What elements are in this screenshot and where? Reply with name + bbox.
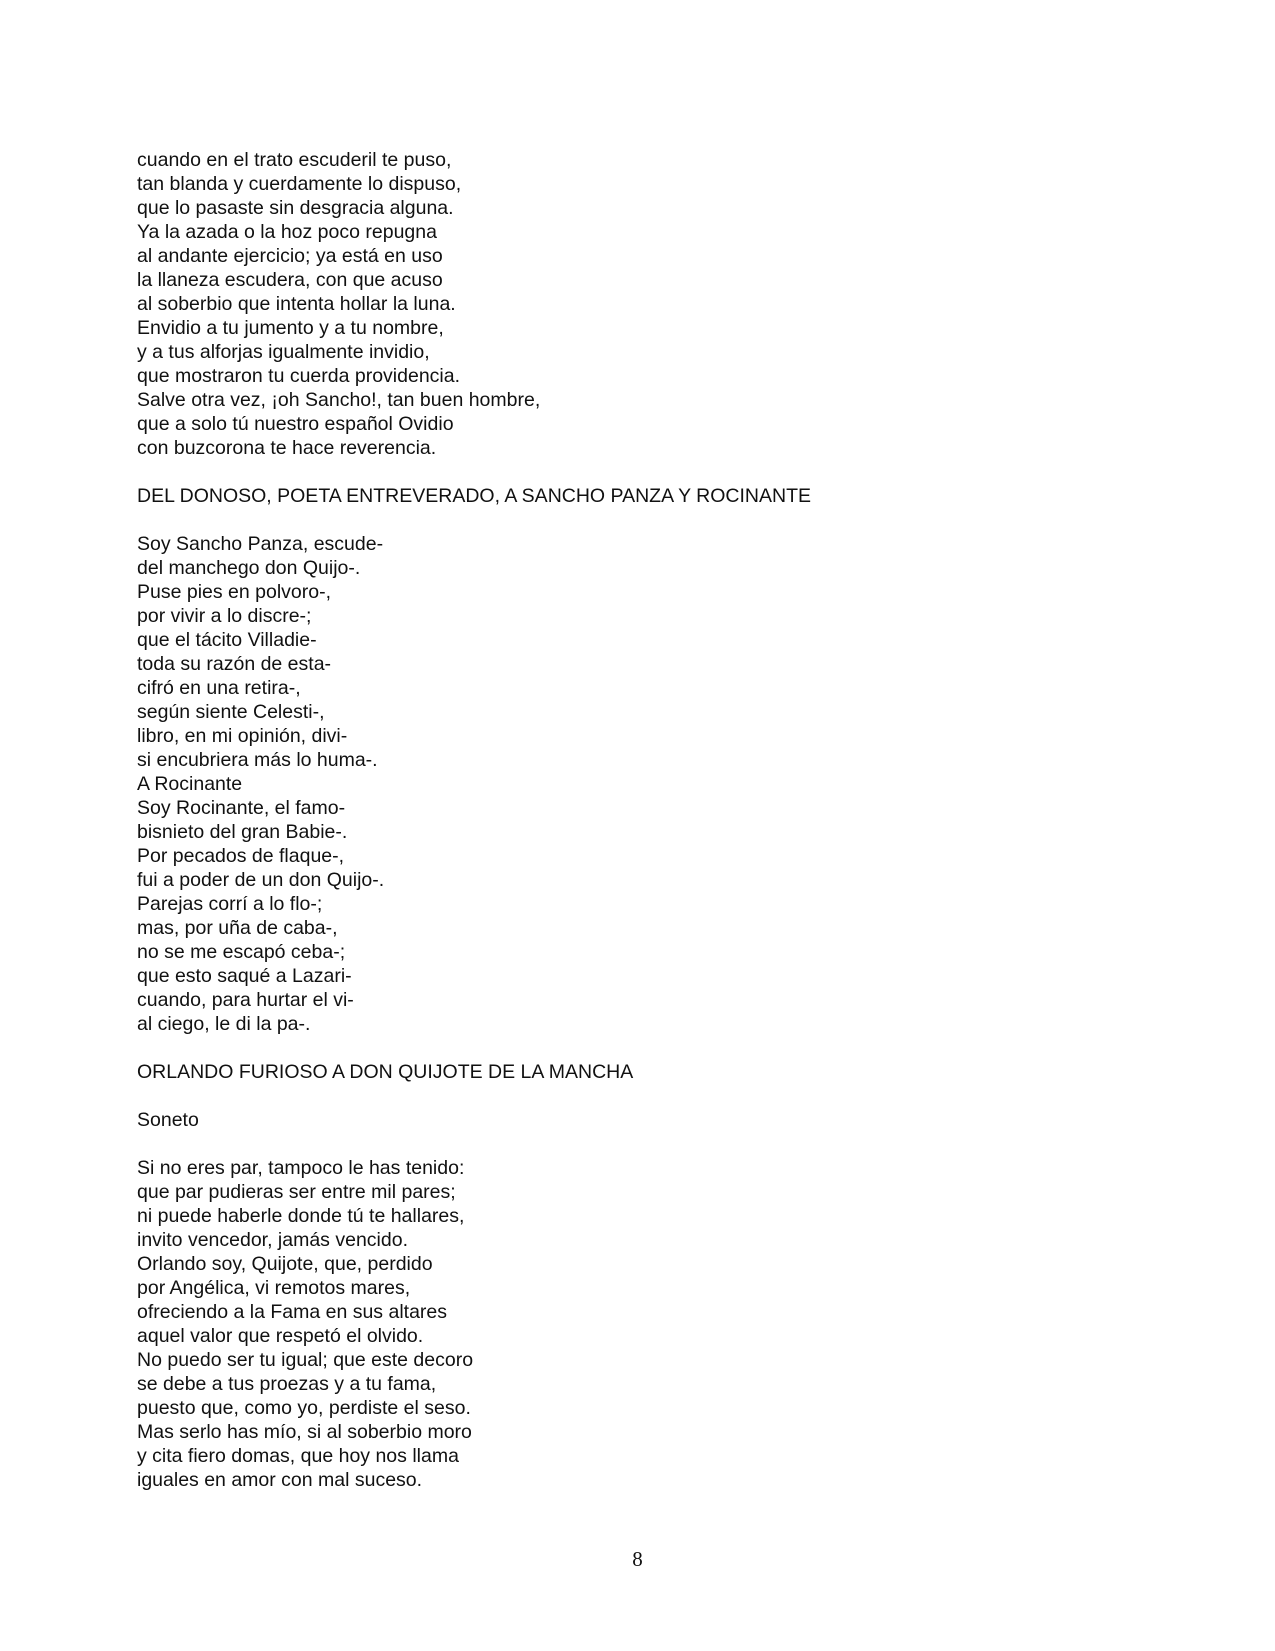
verse-line: y cita fiero domas, que hoy nos llama [137,1445,459,1467]
verse-line: que mostraron tu cuerda providencia. [137,365,461,387]
verse-line: fui a poder de un don Quijo-. [137,869,385,891]
section-heading-donoso: DEL DONOSO, POETA ENTREVERADO, A SANCHO PANZA Y ROCINANTE [137,485,811,507]
verse-line: Envidio a tu jumento y a tu nombre, [137,317,444,339]
verse-line: que a solo tú nuestro español Ovidio [137,413,454,435]
verse-line: Parejas corrí a lo flo-; [137,893,323,915]
verse-line: Mas serlo has mío, si al soberbio moro [137,1421,472,1443]
verse-line: que esto saqué a Lazari- [137,965,352,987]
verse-line: no se me escapó ceba-; [137,941,346,963]
blank-line [137,508,1137,532]
verse-line: cuando en el trato escuderil te puso, [137,149,452,171]
blank-line [137,1132,1137,1156]
verse-line: del manchego don Quijo-. [137,557,361,579]
verse-line: con buzcorona te hace reverencia. [137,437,437,459]
blank-line [137,460,1137,484]
verse-line: libro, en mi opinión, divi- [137,725,348,747]
verse-line: Por pecados de flaque-, [137,845,345,867]
verse-line: cifró en una retira-, [137,677,301,699]
verse-line: mas, por uña de caba-, [137,917,338,939]
page-content [137,148,1137,1492]
section-heading-orlando: ORLANDO FURIOSO A DON QUIJOTE DE LA MANCHA [137,1061,634,1083]
page-number: 8 [632,1547,643,1571]
verse-line: al ciego, le di la pa-. [137,1013,311,1035]
verse-line: puesto que, como yo, perdiste el seso. [137,1397,471,1419]
verse-line: invito vencedor, jamás vencido. [137,1229,408,1251]
verse-line: Ya la azada o la hoz poco repugna [137,221,437,243]
verse-line: aquel valor que respetó el olvido. [137,1325,424,1347]
verse-line: al soberbio que intenta hollar la luna. [137,293,456,315]
verse-line: Puse pies en polvoro-, [137,581,332,603]
verse-line: por vivir a lo discre-; [137,605,312,627]
verse-line: según siente Celesti-, [137,701,325,723]
verse-line: Soy Rocinante, el famo- [137,797,346,819]
verse-line: por Angélica, vi remotos mares, [137,1277,411,1299]
verse-line: Salve otra vez, ¡oh Sancho!, tan buen hombre, [137,389,541,411]
verse-line: A Rocinante [137,773,243,795]
verse-line: No puedo ser tu igual; que este decoro [137,1349,474,1371]
verse-line: toda su razón de esta- [137,653,332,675]
stanza-cabo-roto-verses [137,532,1137,1036]
verse-line: que par pudieras ser entre mil pares; [137,1181,456,1203]
verse-line: Orlando soy, Quijote, que, perdido [137,1253,433,1275]
verse-line: Soy Sancho Panza, escude- [137,533,384,555]
stanza-sancho-sonnet-end [137,148,1137,460]
verse-line: se debe a tus proezas y a tu fama, [137,1373,437,1395]
verse-line: que el tácito Villadie- [137,629,317,651]
verse-line: ofreciendo a la Fama en sus altares [137,1301,448,1323]
blank-line [137,1084,1137,1108]
verse-line: al andante ejercicio; ya está en uso [137,245,443,267]
verse-line: ni puede haberle donde tú te hallares, [137,1205,465,1227]
blank-line [137,1036,1137,1060]
verse-line: Si no eres par, tampoco le has tenido: [137,1157,465,1179]
verse-line: y a tus alforjas igualmente invidio, [137,341,430,363]
verse-line: bisnieto del gran Babie-. [137,821,348,843]
verse-line: iguales en amor con mal suceso. [137,1469,423,1491]
verse-line: que lo pasaste sin desgracia alguna. [137,197,454,219]
verse-line: cuando, para hurtar el vi- [137,989,354,1011]
stanza-orlando-sonnet [137,1156,1137,1492]
verse-line: la llaneza escudera, con que acuso [137,269,443,291]
section-subheading-soneto: Soneto [137,1109,199,1131]
verse-line: si encubriera más lo huma-. [137,749,378,771]
verse-line: tan blanda y cuerdamente lo dispuso, [137,173,462,195]
